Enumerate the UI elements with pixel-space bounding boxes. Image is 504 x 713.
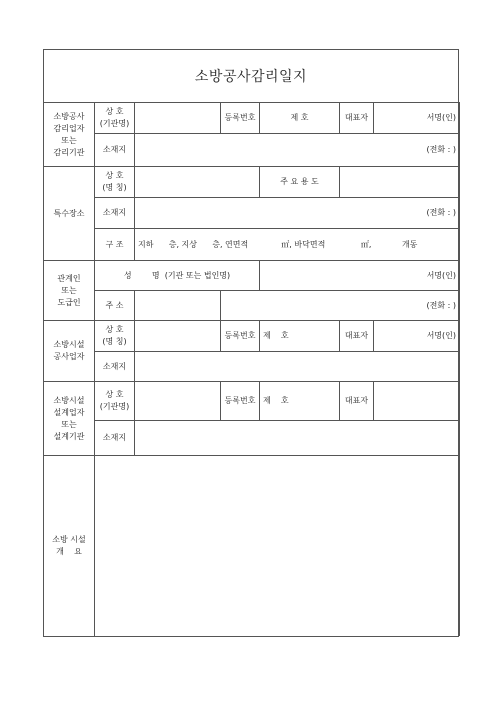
s2-use-field[interactable] — [340, 167, 460, 198]
s6-section-label: 소방 시설 개 요 — [44, 456, 95, 636]
s5-section-label: 소방시설 설계업자 또는 설계기관 — [44, 382, 95, 456]
s2-name-field[interactable] — [135, 167, 260, 198]
s4-name-label: 상 호 (명 칭) — [95, 321, 135, 352]
s1-addr-label: 소재지 — [95, 134, 135, 167]
s6-row-overview — [44, 456, 460, 636]
page-title: 소방공사감리일지 — [194, 68, 308, 85]
s5-rep-label: 대표자 — [340, 382, 374, 421]
s1-reg-label: 등록번호 — [221, 103, 260, 134]
s4-rep-sign-field[interactable]: 서명(인) — [374, 321, 460, 352]
s5-reg-field[interactable]: 제 호 — [260, 382, 340, 421]
s5-reg-label: 등록번호 — [221, 382, 260, 421]
s1-section-label: 소방공사 감리업자 또는 감리기관 — [44, 103, 95, 167]
s5-rep-field[interactable] — [374, 382, 460, 421]
s5-addr-label: 소재지 — [95, 421, 135, 456]
s2-addr-field[interactable]: (전화 : ) — [135, 198, 460, 229]
s1-row-addr — [44, 134, 460, 167]
s2-struct-field[interactable]: 지하 층, 지상 층, 연면적 ㎡, 바닥면적 ㎡, 개동 — [135, 229, 460, 261]
s3-addr-label: 주 소 — [95, 291, 135, 321]
s1-row-name — [44, 103, 460, 134]
s1-rep-label: 대표자 — [340, 103, 374, 134]
s4-addr-label: 소재지 — [95, 352, 135, 382]
s1-rep-sign-field[interactable]: 서명(인) — [374, 103, 460, 134]
s3-row-name — [44, 261, 460, 291]
s5-addr-field[interactable] — [135, 421, 460, 456]
s4-section-label: 소방시설 공사업자 — [44, 321, 95, 382]
s4-addr-field[interactable] — [135, 352, 460, 382]
s3-name-label: 성 명 (기관 또는 법인명) — [95, 261, 260, 291]
s2-addr-label: 소재지 — [95, 198, 135, 229]
s3-section-label: 관계인 또는 도급인 — [44, 261, 95, 321]
s4-name-field[interactable] — [135, 321, 221, 352]
s5-row-addr — [44, 421, 460, 456]
s2-row-struct — [44, 229, 460, 261]
s4-rep-label: 대표자 — [340, 321, 374, 352]
s3-addr-field-left[interactable] — [135, 291, 221, 321]
s3-row-addr — [44, 291, 460, 321]
s2-row-name — [44, 167, 460, 198]
s2-row-addr — [44, 198, 460, 229]
s2-name-label: 상 호 (명 칭) — [95, 167, 135, 198]
s4-row-name — [44, 321, 460, 352]
s2-section-label: 특수장소 — [44, 167, 95, 261]
inspection-log-table — [43, 102, 460, 636]
s2-use-label: 주 요 용 도 — [260, 167, 340, 198]
s1-addr-field[interactable]: (전화 : ) — [135, 134, 460, 167]
s4-row-addr — [44, 352, 460, 382]
s4-reg-label: 등록번호 — [221, 321, 260, 352]
s1-reg-field[interactable]: 제 호 — [260, 103, 340, 134]
s5-name-label: 상 호 (기관명) — [95, 382, 135, 421]
s1-name-field[interactable] — [135, 103, 221, 134]
s3-name-sign-field[interactable]: 서명(인) — [260, 261, 460, 291]
s6-overview-field[interactable] — [95, 456, 460, 636]
s1-name-label: 상 호 (기관명) — [95, 103, 135, 134]
s4-reg-field[interactable]: 제 호 — [260, 321, 340, 352]
s5-row-name — [44, 382, 460, 421]
s5-name-field[interactable] — [135, 382, 221, 421]
s2-struct-label: 구 조 — [95, 229, 135, 261]
s3-addr-field[interactable]: (전화 : ) — [221, 291, 460, 321]
